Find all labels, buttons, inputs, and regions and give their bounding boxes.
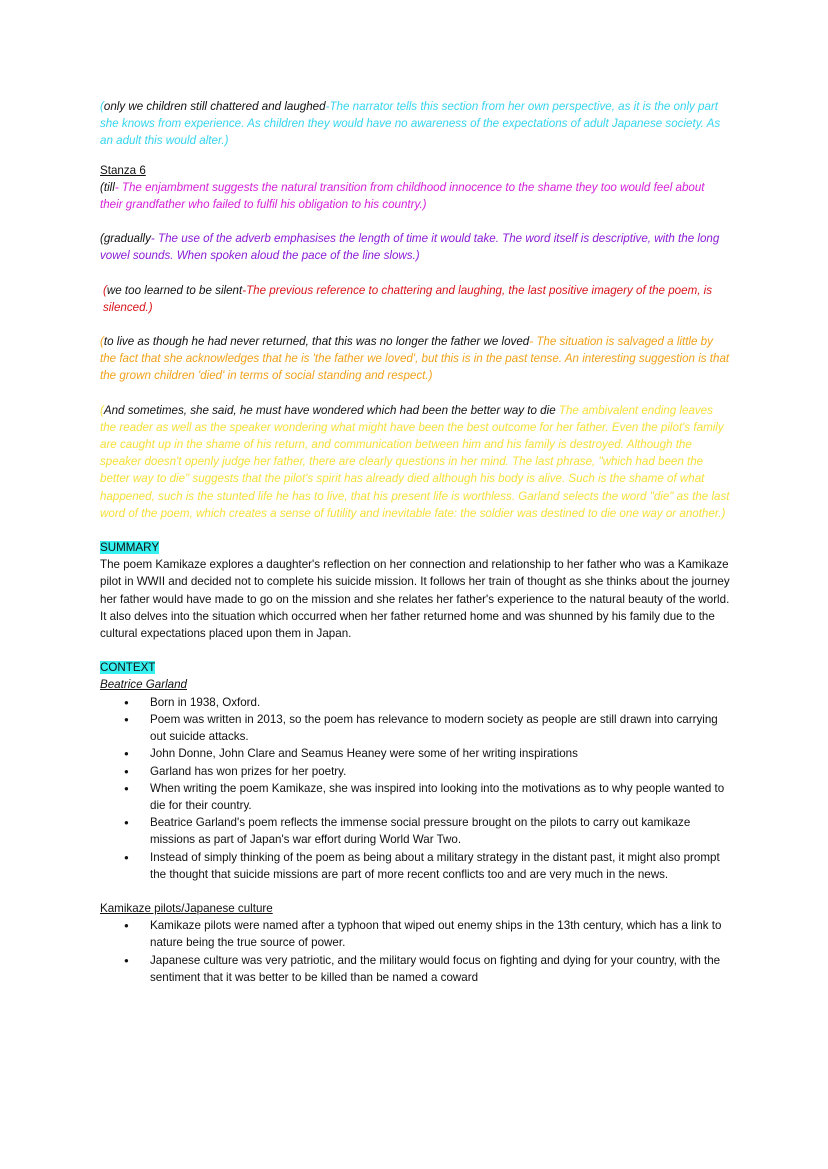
list-item: ● When writing the poem Kamikaze, she was inspired into looking into the motivations as to why people wanted to die for their country.	[100, 780, 730, 814]
poem-quote: only we children still chattered and laughed	[103, 100, 326, 113]
poem-quote: And sometimes, she said, he must have wondered which had been the better way to die	[103, 403, 556, 417]
garland-heading: Beatrice Garland	[100, 678, 187, 692]
poem-quote: (gradually	[100, 232, 151, 246]
annotation-comment: The ambivalent ending leaves the reader as well as the speaker wondering what might have been the best outcome for her father. Even the pilot's family are caught up in the shame of his return, and communication between him and his family is destroyed. Although the speaker doesn't openly judge her father, there are clearly questions in her mind. The last phrase, "which had been the better way to die" suggests that the pilot's spirit has already died although his body is alive. Such is the shame of what happened, such is the stunted life he has to live, that his present life is worthless. Garland selects the word "die" as the last word of the poem, which creates a sense of futility and inevitable fate: the soldier was destined to die one way or another.)	[100, 403, 730, 520]
open-paren: (	[100, 403, 104, 417]
silent-annotation	[100, 282, 730, 316]
context-heading	[100, 659, 730, 676]
list-item: ● Garland has won prizes for her poetry.	[100, 763, 730, 780]
poem-quote: we too learned to be silent	[106, 283, 243, 297]
poem-quote: (till	[100, 180, 115, 194]
garland-bullet-list	[100, 694, 730, 883]
open-paren: (	[100, 335, 104, 349]
list-item: ● Born in 1938, Oxford.	[100, 694, 730, 711]
open-paren: (	[103, 283, 107, 297]
returned-annotation	[100, 333, 730, 385]
annotation-comment: The narrator tells this section from her own perspective, as it is the only part she knows from experience. As children they would have no awareness of the expectations of adult Japanese society. As an adult this would alter.)	[100, 100, 721, 148]
japan-culture-heading: Kamikaze pilots/Japanese culture	[100, 901, 273, 915]
list-item: ● Poem was written in 2013, so the poem has relevance to modern society as people are still drawn into carrying out suicide attacks.	[100, 711, 730, 745]
sometimes-annotation	[100, 402, 730, 522]
list-item: ● Kamikaze pilots were named after a typhoon that wiped out enemy ships in the 13th century, which has a link to nature being the true source of power.	[100, 917, 730, 951]
dash: -	[325, 100, 330, 113]
summary-body: The poem Kamikaze explores a daughter's reflection on her connection and relationship to her father who was a Kamikaze pilot in WWII and decided not to complete his suicide mission. It follows her train of thought as she thinks about the journey her father would have made to go on the mission and she relates her father's experience to the natural beauty of the world. It also delves into the situation which occurred when her father returned home and was shunned by his family due to the cultural expectations placed upon them in Japan.	[100, 558, 730, 641]
stanza-heading: Stanza 6	[100, 163, 146, 177]
annotation-comment: - The situation is salvaged a little by the fact that she acknowledges that he is 'the father we loved', but this is in the past tense. An interesting suggestion is that the grown children 'died' in terms of social standing and respect.)	[100, 335, 730, 383]
gradually-annotation	[100, 230, 730, 264]
list-item: ● John Donne, John Clare and Seamus Heaney were some of her writing inspirations	[100, 745, 730, 762]
till-annotation	[100, 179, 730, 213]
japan-bullet-list	[100, 917, 730, 986]
annotation-comment: - The use of the adverb emphasises the length of time it would take. The word itself is descriptive, with the long vowel sounds. When spoken aloud the pace of the line slows.)	[100, 232, 720, 263]
annotation-comment: - The enjambment suggests the natural transition from childhood innocence to the shame they too would feel about their grandfather who failed to fulfil his obligation to his country.)	[100, 180, 705, 212]
summary-heading	[100, 539, 730, 556]
poem-quote: to live as though he had never returned, that this was no longer the father we loved	[103, 335, 530, 349]
context-heading-text: CONTEXT	[100, 661, 156, 675]
list-item: ● Instead of simply thinking of the poem as being about a military strategy in the distant past, it might also prompt the thought that suicide missions are part of more recent conflicts too and are very much in the news.	[100, 849, 730, 883]
open-paren: (	[100, 100, 104, 113]
list-item: ● Beatrice Garland's poem reflects the immense social pressure brought on the pilots to carry out kamikaze missions as part of Japan's war effort during World War Two.	[100, 814, 730, 848]
summary-heading-text: SUMMARY	[100, 541, 160, 555]
stanza5-annotation	[100, 98, 730, 150]
list-item: ● Japanese culture was very patriotic, and the military would focus on fighting and dying for your country, with the sentiment that it was better to be killed than be named a coward	[100, 952, 730, 986]
annotation-comment: -The previous reference to chattering and laughing, the last positive imagery of the poem, is silenced.)	[103, 283, 713, 314]
document-body	[100, 98, 730, 986]
